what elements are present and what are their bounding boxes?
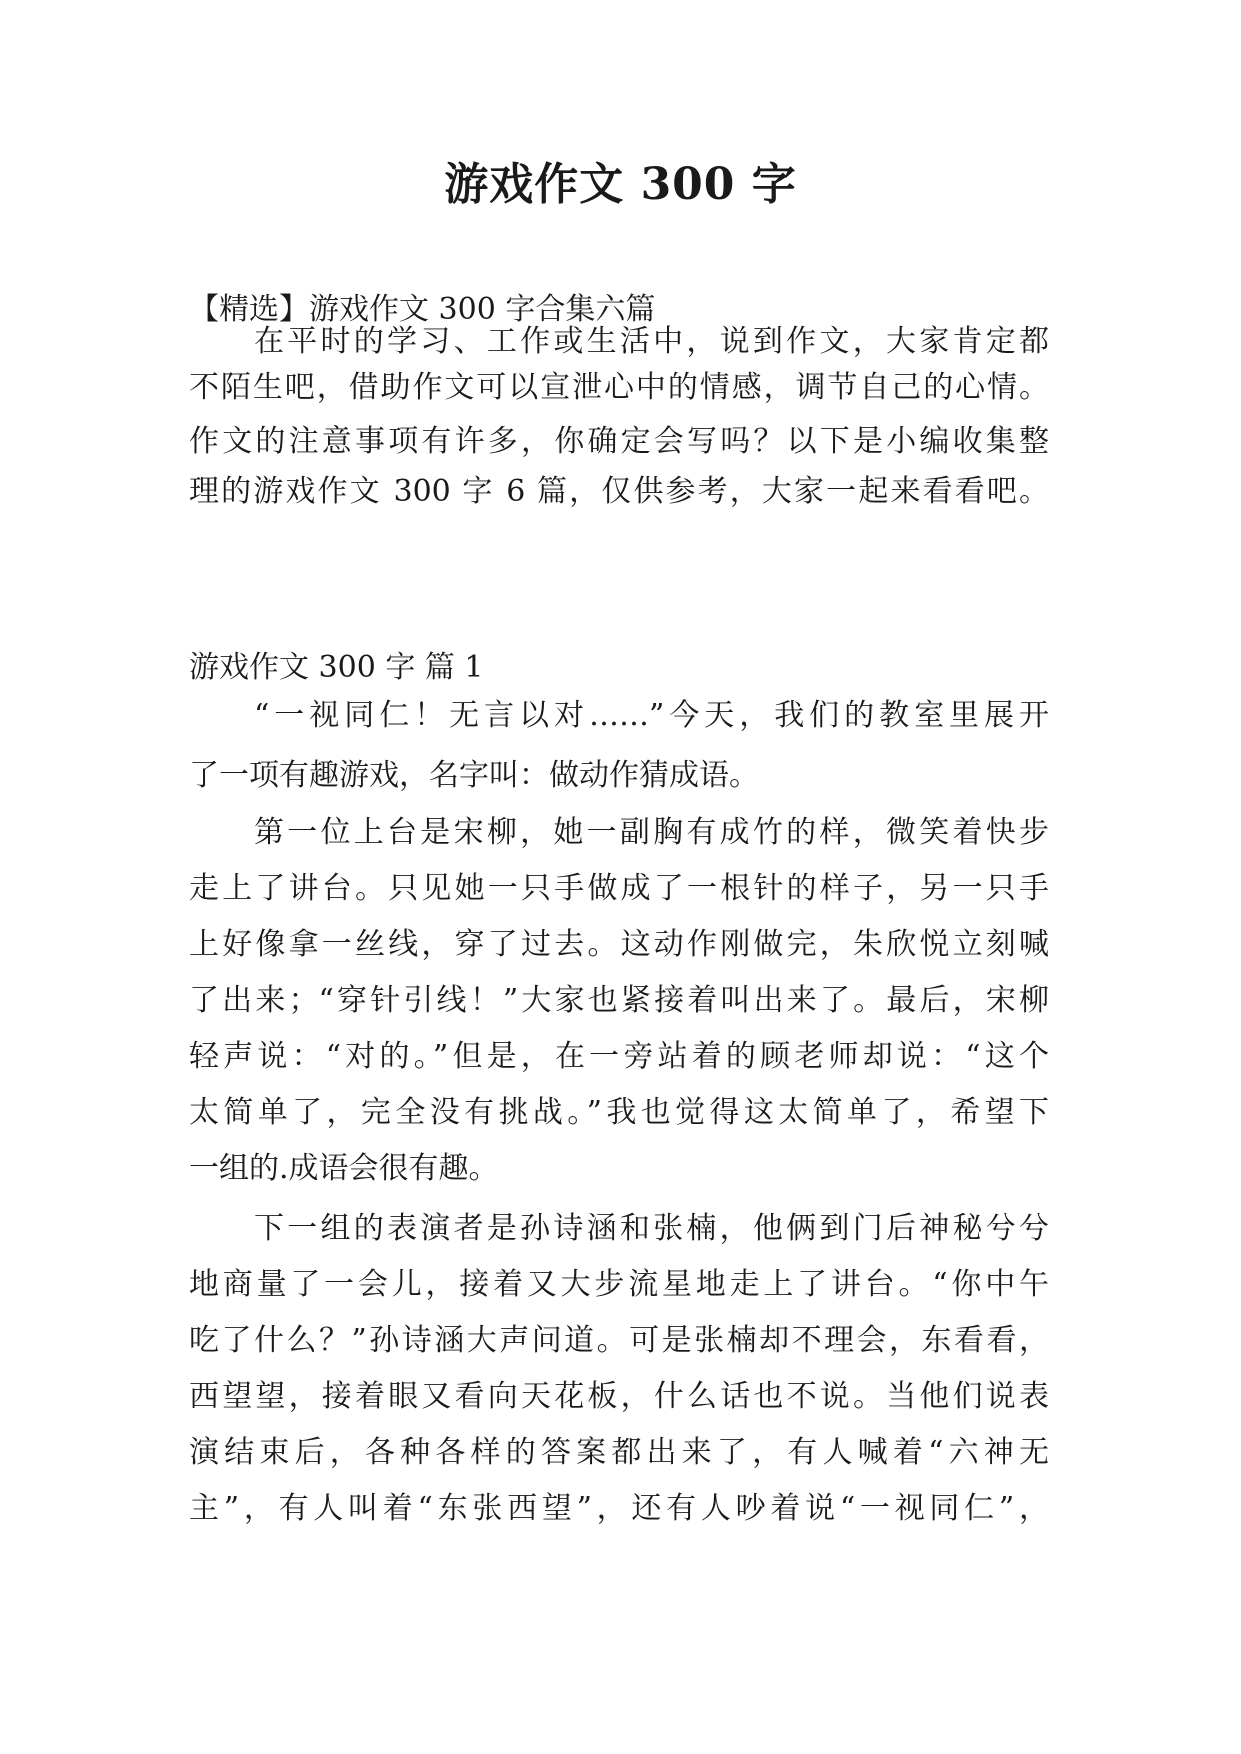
body-line: 下一组的表演者是孙诗涵和张楠，他俩到门后神秘兮兮	[254, 1211, 1049, 1246]
body-line: 了出来；“穿针引线！”大家也紧接着叫出来了。最后，宋柳	[189, 983, 1049, 1018]
body-line: 演结束后，各种各样的答案都出来了，有人喊着“六神无	[189, 1435, 1049, 1470]
intro-line: 在平时的学习、工作或生活中，说到作文，大家肯定都	[254, 324, 1049, 359]
section-heading: 游戏作文 300 字 篇 1	[189, 650, 484, 685]
intro-line: 作文的注意事项有许多，你确定会写吗？以下是小编收集整	[189, 424, 1049, 459]
body-line: 吃了什么？”孙诗涵大声问道。可是张楠却不理会，东看看，	[189, 1323, 1049, 1358]
body-line: 主”，有人叫着“东张西望”，还有人吵着说“一视同仁”，	[189, 1491, 1049, 1526]
document-title: 游戏作文 300 字	[444, 159, 797, 210]
body-line: 上好像拿一丝线，穿了过去。这动作刚做完，朱欣悦立刻喊	[189, 927, 1049, 962]
body-line: 一组的.成语会很有趣。	[189, 1151, 499, 1186]
body-line: 第一位上台是宋柳，她一副胸有成竹的样，微笑着快步	[254, 815, 1049, 850]
body-line: 走上了讲台。只见她一只手做成了一根针的样子，另一只手	[189, 871, 1049, 906]
body-line: 了一项有趣游戏，名字叫：做动作猜成语。	[189, 758, 759, 793]
body-line: “一视同仁！无言以对……”今天，我们的教室里展开	[254, 698, 1049, 733]
document-subtitle: 【精选】游戏作文 300 字合集六篇	[189, 292, 656, 327]
body-line: 西望望，接着眼又看向天花板，什么话也不说。当他们说表	[189, 1379, 1049, 1414]
intro-line: 不陌生吧，借助作文可以宣泄心中的情感，调节自己的心情。	[189, 370, 1049, 405]
body-line: 太简单了，完全没有挑战。”我也觉得这太简单了，希望下	[189, 1095, 1049, 1130]
body-line: 轻声说：“对的。”但是，在一旁站着的顾老师却说：“这个	[189, 1039, 1049, 1074]
intro-line: 理的游戏作文 300 字 6 篇，仅供参考，大家一起来看看吧。	[189, 474, 1049, 509]
body-line: 地商量了一会儿，接着又大步流星地走上了讲台。“你中午	[189, 1267, 1049, 1302]
